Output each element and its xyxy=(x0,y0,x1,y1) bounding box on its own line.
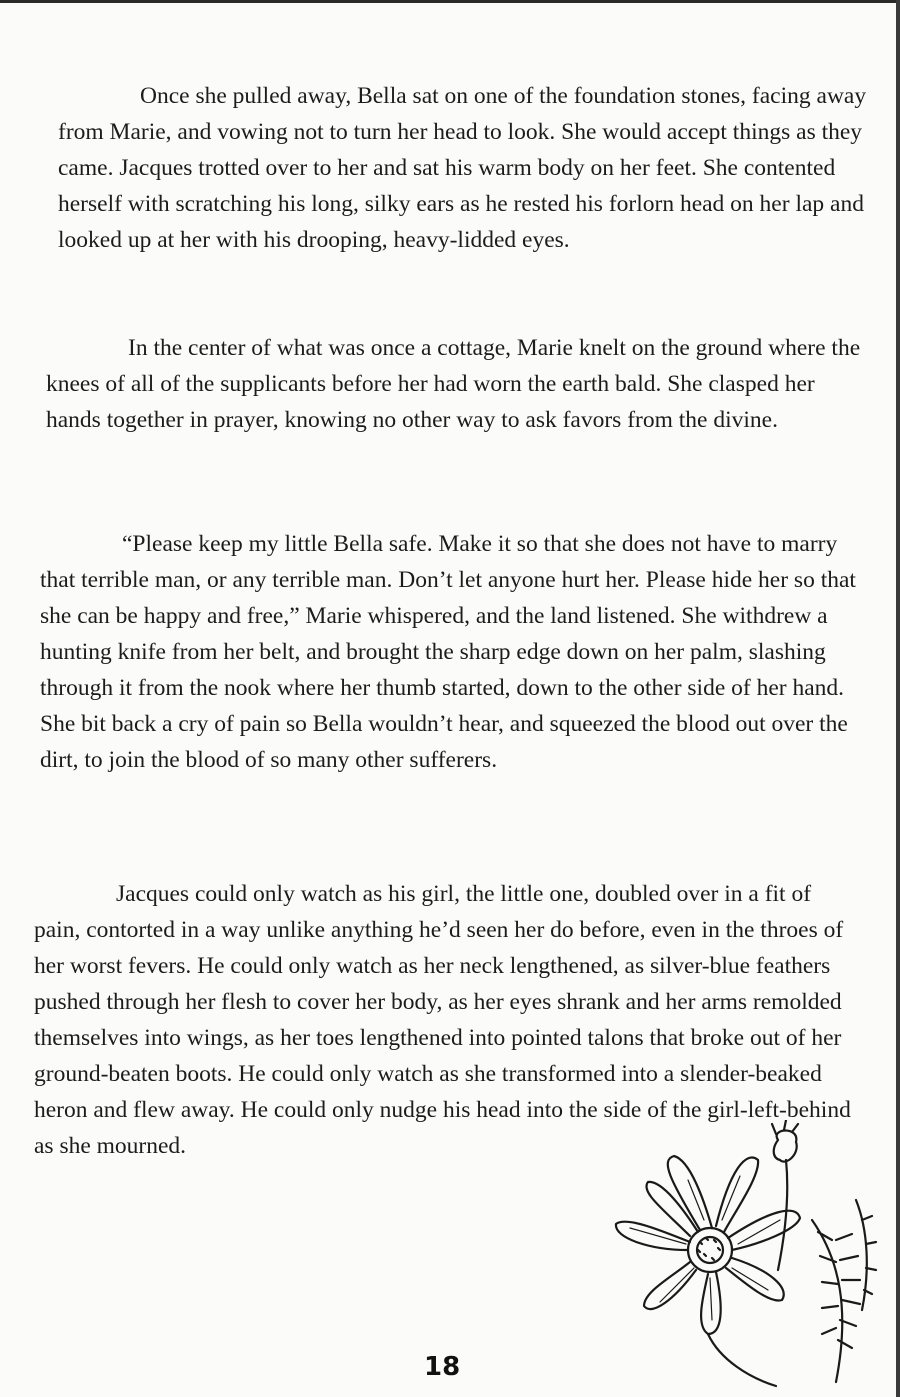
paragraph-3-text: “Please keep my little Bella safe. Make it so that she does not have to marry that terrible man, or any terrible man. Don’t let anyone hurt her. Please hide her so that she can be happy and free,” Marie whispered, and the land listened. She withdrew a hunting knife from her belt, and brought the sharp edge down on her palm, slashing through it from the nook where her thumb started, down to the other side of her hand. She bit back a cry of pain so Bella wouldn’t hear, and squeezed the blood out over the dirt, to join the blood of so many other sufferers. xyxy=(40,531,856,773)
paragraph-2 xyxy=(46,330,871,438)
scan-edge-right xyxy=(896,0,900,1397)
paragraph-3 xyxy=(40,526,865,778)
paragraph-2-text: In the center of what was once a cottage, Marie knelt on the ground where the knees of all of the supplicants before her had worn the earth bald. She clasped her hands together in prayer, knowing no other way to ask favors from the divine. xyxy=(46,335,861,433)
page-number: 18 xyxy=(424,1352,461,1382)
flower-drawing-icon xyxy=(600,1120,880,1390)
paragraph-4-text: Jacques could only watch as his girl, the little one, doubled over in a fit of pain, contorted in a way unlike anything he’d seen her do before, even in the throes of her worst fevers. He could only watch as her neck lengthened, as silver-blue feathers pushed through her flesh to cover her body, as her eyes shrank and her arms remolded themselves into wings, as her toes lengthened into pointed talons that broke out of her ground-beaten boots. He could only watch as she transformed into a slender-beaked heron and flew away. He could only nudge his head into the side of the girl-left-behind as she mourned. xyxy=(34,881,851,1159)
paragraph-1-text: Once she pulled away, Bella sat on one of the foundation stones, facing away from Marie, and vowing not to turn her head to look. She would accept things as they came. Jacques trotted over to her and sat his warm body on her feet. She contented herself with scratching his long, silky ears as he rested his forlorn head on her lap and looked up at her with his drooping, heavy-lidded eyes. xyxy=(58,83,867,253)
scan-edge-top xyxy=(0,0,900,3)
paragraph-1 xyxy=(58,78,878,258)
